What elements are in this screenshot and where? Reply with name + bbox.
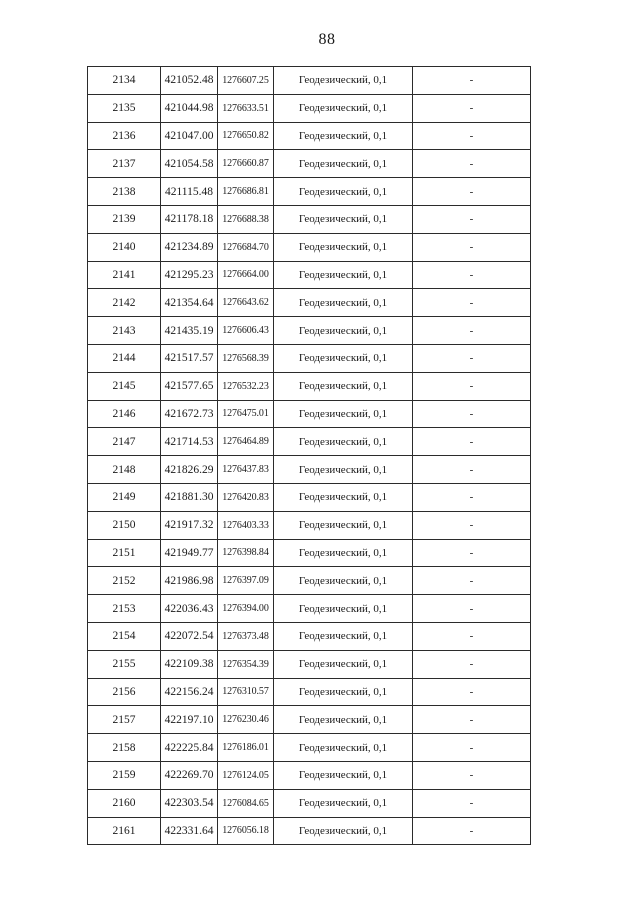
method-accuracy-cell: Геодезический, 0,1 [274, 150, 413, 178]
y-coordinate-cell: 1276686.81 [218, 178, 274, 206]
y-coordinate-cell: 1276056.18 [218, 817, 274, 845]
point-number-cell: 2138 [88, 178, 161, 206]
method-accuracy-cell: Геодезический, 0,1 [274, 428, 413, 456]
y-coordinate-cell: 1276230.46 [218, 706, 274, 734]
x-coordinate-cell: 421052.48 [161, 67, 218, 95]
x-coordinate-cell: 421234.89 [161, 233, 218, 261]
x-coordinate-cell: 421714.53 [161, 428, 218, 456]
method-accuracy-cell: Геодезический, 0,1 [274, 567, 413, 595]
x-coordinate-cell: 422303.54 [161, 789, 218, 817]
method-accuracy-cell: Геодезический, 0,1 [274, 678, 413, 706]
point-number-cell: 2145 [88, 372, 161, 400]
table-row [88, 67, 531, 95]
table-row [88, 817, 531, 845]
x-coordinate-cell: 421881.30 [161, 483, 218, 511]
table-row [88, 289, 531, 317]
method-accuracy-cell: Геодезический, 0,1 [274, 261, 413, 289]
point-number-cell: 2157 [88, 706, 161, 734]
y-coordinate-cell: 1276437.83 [218, 456, 274, 484]
table-row [88, 205, 531, 233]
y-coordinate-cell: 1276633.51 [218, 94, 274, 122]
table-row [88, 233, 531, 261]
point-description-cell: - [413, 67, 531, 95]
y-coordinate-cell: 1276607.25 [218, 67, 274, 95]
x-coordinate-cell: 421295.23 [161, 261, 218, 289]
method-accuracy-cell: Геодезический, 0,1 [274, 706, 413, 734]
point-number-cell: 2148 [88, 456, 161, 484]
point-number-cell: 2159 [88, 761, 161, 789]
x-coordinate-cell: 422225.84 [161, 734, 218, 762]
point-description-cell: - [413, 122, 531, 150]
point-number-cell: 2144 [88, 344, 161, 372]
point-description-cell: - [413, 150, 531, 178]
point-number-cell: 2151 [88, 539, 161, 567]
point-number-cell: 2134 [88, 67, 161, 95]
table-row [88, 261, 531, 289]
method-accuracy-cell: Геодезический, 0,1 [274, 817, 413, 845]
table-row [88, 622, 531, 650]
point-description-cell: - [413, 428, 531, 456]
method-accuracy-cell: Геодезический, 0,1 [274, 539, 413, 567]
y-coordinate-cell: 1276643.62 [218, 289, 274, 317]
table-row [88, 650, 531, 678]
y-coordinate-cell: 1276568.39 [218, 344, 274, 372]
point-description-cell: - [413, 595, 531, 623]
point-number-cell: 2139 [88, 205, 161, 233]
coordinates-table [87, 66, 531, 845]
y-coordinate-cell: 1276650.82 [218, 122, 274, 150]
y-coordinate-cell: 1276084.65 [218, 789, 274, 817]
point-number-cell: 2155 [88, 650, 161, 678]
x-coordinate-cell: 421044.98 [161, 94, 218, 122]
point-description-cell: - [413, 372, 531, 400]
page-number: 88 [318, 31, 336, 48]
point-number-cell: 2158 [88, 734, 161, 762]
point-description-cell: - [413, 456, 531, 484]
table-row [88, 706, 531, 734]
table-row [88, 734, 531, 762]
point-description-cell: - [413, 650, 531, 678]
point-description-cell: - [413, 178, 531, 206]
point-description-cell: - [413, 817, 531, 845]
y-coordinate-cell: 1276397.09 [218, 567, 274, 595]
point-description-cell: - [413, 678, 531, 706]
table-row [88, 678, 531, 706]
x-coordinate-cell: 422109.38 [161, 650, 218, 678]
x-coordinate-cell: 421054.58 [161, 150, 218, 178]
point-number-cell: 2140 [88, 233, 161, 261]
method-accuracy-cell: Геодезический, 0,1 [274, 761, 413, 789]
x-coordinate-cell: 421115.48 [161, 178, 218, 206]
point-description-cell: - [413, 400, 531, 428]
point-number-cell: 2136 [88, 122, 161, 150]
method-accuracy-cell: Геодезический, 0,1 [274, 622, 413, 650]
y-coordinate-cell: 1276475.01 [218, 400, 274, 428]
point-number-cell: 2153 [88, 595, 161, 623]
x-coordinate-cell: 421047.00 [161, 122, 218, 150]
table-row [88, 428, 531, 456]
point-description-cell: - [413, 289, 531, 317]
table-row [88, 761, 531, 789]
point-description-cell: - [413, 317, 531, 345]
point-number-cell: 2142 [88, 289, 161, 317]
table-row [88, 317, 531, 345]
y-coordinate-cell: 1276124.05 [218, 761, 274, 789]
y-coordinate-cell: 1276354.39 [218, 650, 274, 678]
table-row [88, 344, 531, 372]
x-coordinate-cell: 422269.70 [161, 761, 218, 789]
point-description-cell: - [413, 344, 531, 372]
point-description-cell: - [413, 734, 531, 762]
table-row [88, 150, 531, 178]
y-coordinate-cell: 1276398.84 [218, 539, 274, 567]
y-coordinate-cell: 1276186.01 [218, 734, 274, 762]
table-row [88, 94, 531, 122]
point-number-cell: 2150 [88, 511, 161, 539]
coordinates-table-body [88, 67, 531, 845]
x-coordinate-cell: 421949.77 [161, 539, 218, 567]
point-number-cell: 2146 [88, 400, 161, 428]
y-coordinate-cell: 1276310.57 [218, 678, 274, 706]
method-accuracy-cell: Геодезический, 0,1 [274, 178, 413, 206]
y-coordinate-cell: 1276660.87 [218, 150, 274, 178]
x-coordinate-cell: 421178.18 [161, 205, 218, 233]
method-accuracy-cell: Геодезический, 0,1 [274, 734, 413, 762]
point-description-cell: - [413, 761, 531, 789]
point-description-cell: - [413, 789, 531, 817]
point-number-cell: 2154 [88, 622, 161, 650]
method-accuracy-cell: Геодезический, 0,1 [274, 317, 413, 345]
point-number-cell: 2137 [88, 150, 161, 178]
y-coordinate-cell: 1276373.48 [218, 622, 274, 650]
method-accuracy-cell: Геодезический, 0,1 [274, 344, 413, 372]
y-coordinate-cell: 1276606.43 [218, 317, 274, 345]
x-coordinate-cell: 422036.43 [161, 595, 218, 623]
point-description-cell: - [413, 483, 531, 511]
table-row [88, 595, 531, 623]
table-row [88, 400, 531, 428]
table-row [88, 789, 531, 817]
x-coordinate-cell: 421826.29 [161, 456, 218, 484]
table-row [88, 178, 531, 206]
x-coordinate-cell: 421517.57 [161, 344, 218, 372]
x-coordinate-cell: 421672.73 [161, 400, 218, 428]
method-accuracy-cell: Геодезический, 0,1 [274, 456, 413, 484]
point-description-cell: - [413, 205, 531, 233]
method-accuracy-cell: Геодезический, 0,1 [274, 483, 413, 511]
method-accuracy-cell: Геодезический, 0,1 [274, 511, 413, 539]
method-accuracy-cell: Геодезический, 0,1 [274, 122, 413, 150]
y-coordinate-cell: 1276664.00 [218, 261, 274, 289]
x-coordinate-cell: 422197.10 [161, 706, 218, 734]
x-coordinate-cell: 421577.65 [161, 372, 218, 400]
point-description-cell: - [413, 233, 531, 261]
point-number-cell: 2149 [88, 483, 161, 511]
point-number-cell: 2141 [88, 261, 161, 289]
method-accuracy-cell: Геодезический, 0,1 [274, 205, 413, 233]
y-coordinate-cell: 1276464.89 [218, 428, 274, 456]
y-coordinate-cell: 1276688.38 [218, 205, 274, 233]
x-coordinate-cell: 422156.24 [161, 678, 218, 706]
y-coordinate-cell: 1276394.00 [218, 595, 274, 623]
y-coordinate-cell: 1276532.23 [218, 372, 274, 400]
method-accuracy-cell: Геодезический, 0,1 [274, 595, 413, 623]
table-row [88, 483, 531, 511]
table-row [88, 372, 531, 400]
y-coordinate-cell: 1276420.83 [218, 483, 274, 511]
table-row [88, 122, 531, 150]
point-number-cell: 2147 [88, 428, 161, 456]
point-number-cell: 2143 [88, 317, 161, 345]
method-accuracy-cell: Геодезический, 0,1 [274, 94, 413, 122]
point-number-cell: 2152 [88, 567, 161, 595]
point-number-cell: 2156 [88, 678, 161, 706]
point-description-cell: - [413, 706, 531, 734]
method-accuracy-cell: Геодезический, 0,1 [274, 67, 413, 95]
point-description-cell: - [413, 567, 531, 595]
method-accuracy-cell: Геодезический, 0,1 [274, 400, 413, 428]
point-description-cell: - [413, 261, 531, 289]
method-accuracy-cell: Геодезический, 0,1 [274, 233, 413, 261]
y-coordinate-cell: 1276684.70 [218, 233, 274, 261]
method-accuracy-cell: Геодезический, 0,1 [274, 289, 413, 317]
x-coordinate-cell: 422072.54 [161, 622, 218, 650]
point-number-cell: 2135 [88, 94, 161, 122]
point-description-cell: - [413, 622, 531, 650]
point-description-cell: - [413, 539, 531, 567]
method-accuracy-cell: Геодезический, 0,1 [274, 372, 413, 400]
method-accuracy-cell: Геодезический, 0,1 [274, 650, 413, 678]
y-coordinate-cell: 1276403.33 [218, 511, 274, 539]
method-accuracy-cell: Геодезический, 0,1 [274, 789, 413, 817]
point-number-cell: 2160 [88, 789, 161, 817]
x-coordinate-cell: 421354.64 [161, 289, 218, 317]
point-number-cell: 2161 [88, 817, 161, 845]
table-row [88, 567, 531, 595]
x-coordinate-cell: 421917.32 [161, 511, 218, 539]
table-row [88, 511, 531, 539]
x-coordinate-cell: 421986.98 [161, 567, 218, 595]
x-coordinate-cell: 422331.64 [161, 817, 218, 845]
table-row [88, 539, 531, 567]
point-description-cell: - [413, 511, 531, 539]
table-row [88, 456, 531, 484]
x-coordinate-cell: 421435.19 [161, 317, 218, 345]
point-description-cell: - [413, 94, 531, 122]
